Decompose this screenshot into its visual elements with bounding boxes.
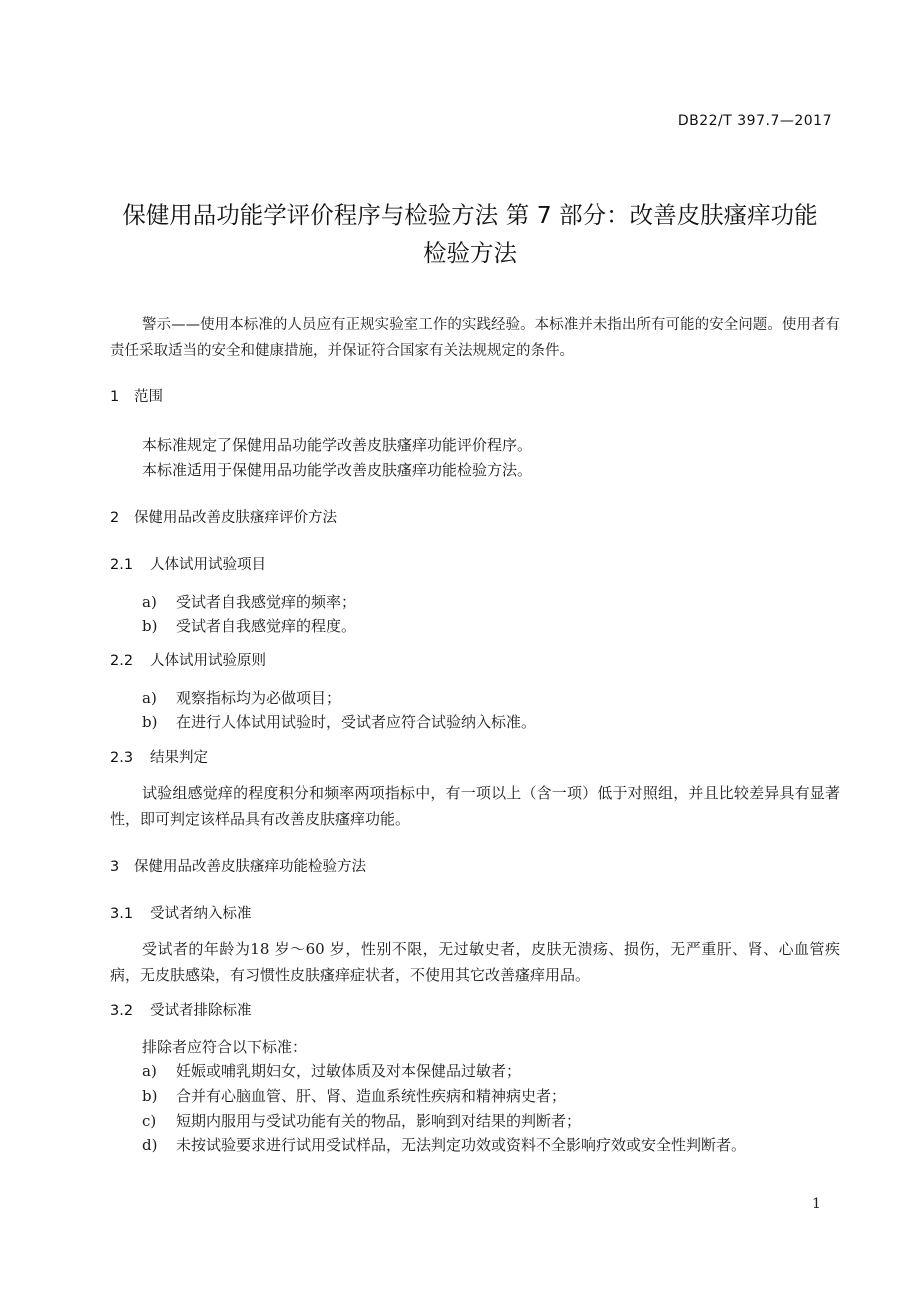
list-marker: b) [142, 713, 158, 731]
section-2-3-heading [110, 748, 208, 768]
list-item [142, 712, 536, 732]
scope-line-1: 本标准规定了保健用品功能学改善皮肤瘙痒功能评价程序。 [142, 436, 533, 454]
section-title: 保健用品改善皮肤瘙痒功能检验方法 [134, 859, 366, 875]
section-3-1-heading [110, 904, 252, 924]
subsection-number: 3.2 [110, 1003, 134, 1019]
list-text: 在进行人体试用试验时，受试者应符合试验纳入标准。 [176, 713, 537, 731]
section-2-2-heading [110, 651, 266, 671]
list-text: 合并有心脑血管、肝、肾、造血系统性疾病和精神病史者； [176, 1087, 567, 1105]
section-1-heading [110, 387, 163, 407]
subsection-number: 3.1 [110, 906, 134, 922]
exclusion-intro: 排除者应符合以下标准： [142, 1038, 308, 1056]
list-item [142, 1111, 581, 1131]
list-item [142, 1061, 521, 1081]
document-title [100, 196, 840, 272]
subsection-title: 人体试用试验原则 [150, 653, 266, 669]
list-marker: a) [142, 1062, 157, 1080]
list-marker: a) [142, 593, 157, 611]
list-text: 未按试验要求进行试用受试样品，无法判定功效或资料不全影响疗效或安全性判断者。 [176, 1136, 747, 1154]
list-item [142, 1086, 566, 1106]
list-item [142, 616, 356, 636]
section-number: 2 [110, 510, 120, 526]
list-marker: a) [142, 689, 157, 707]
list-marker: b) [142, 1087, 158, 1105]
list-item [142, 592, 356, 612]
section-title: 范围 [134, 389, 163, 405]
subsection-number: 2.3 [110, 750, 134, 766]
standard-code: DB22/T 397.7—2017 [677, 113, 832, 129]
page-number: 1 [812, 1196, 821, 1212]
result-paragraph: 试验组感觉痒的程度积分和频率两项指标中，有一项以上（含一项）低于对照组，并且比较差异具有显著性，即可判定该样品具有改善皮肤瘙痒功能。 [110, 784, 840, 828]
scope-line-2: 本标准适用于保健用品功能学改善皮肤瘙痒功能检验方法。 [142, 461, 533, 479]
list-item [142, 1135, 746, 1155]
warning-paragraph: 警示——使用本标准的人员应有正规实验室工作的实践经验。本标准并未指出所有可能的安全问题。使用者有责任采取适当的安全和健康措施，并保证符合国家有关法规规定的条件。 [110, 317, 840, 359]
title-line-1: 保健用品功能学评价程序与检验方法 第 7 部分：改善皮肤瘙痒功能 [122, 201, 818, 229]
list-text: 妊娠或哺乳期妇女，过敏体质及对本保健品过敏者； [176, 1062, 522, 1080]
list-text: 受试者自我感觉痒的程度。 [176, 617, 357, 635]
section-3-2-heading [110, 1001, 252, 1021]
list-text: 受试者自我感觉痒的频率； [176, 593, 357, 611]
subsection-title: 受试者纳入标准 [150, 906, 252, 922]
section-number: 1 [110, 389, 120, 405]
list-marker: b) [142, 617, 158, 635]
list-marker: c) [142, 1112, 157, 1130]
title-line-2: 检验方法 [423, 239, 517, 267]
section-title: 保健用品改善皮肤瘙痒评价方法 [134, 510, 337, 526]
list-text: 短期内服用与受试功能有关的物品，影响到对结果的判断者； [176, 1112, 582, 1130]
section-3-heading [110, 857, 366, 877]
section-2-1-heading [110, 555, 266, 575]
subsection-number: 2.1 [110, 557, 134, 573]
section-2-heading [110, 508, 337, 528]
inclusion-paragraph: 受试者的年龄为18 岁～60 岁，性别不限，无过敏史者，皮肤无溃疡、损伤，无严重肝、肾、心血管疾病，无皮肤感染，有习惯性皮肤瘙痒症状者，不使用其它改善瘙痒用品。 [110, 940, 840, 984]
subsection-title: 人体试用试验项目 [150, 557, 266, 573]
list-text: 观察指标均为必做项目； [176, 689, 342, 707]
subsection-title: 结果判定 [150, 750, 208, 766]
section-number: 3 [110, 859, 120, 875]
subsection-title: 受试者排除标准 [150, 1003, 252, 1019]
list-item [142, 688, 341, 708]
list-marker: d) [142, 1136, 158, 1154]
subsection-number: 2.2 [110, 653, 134, 669]
